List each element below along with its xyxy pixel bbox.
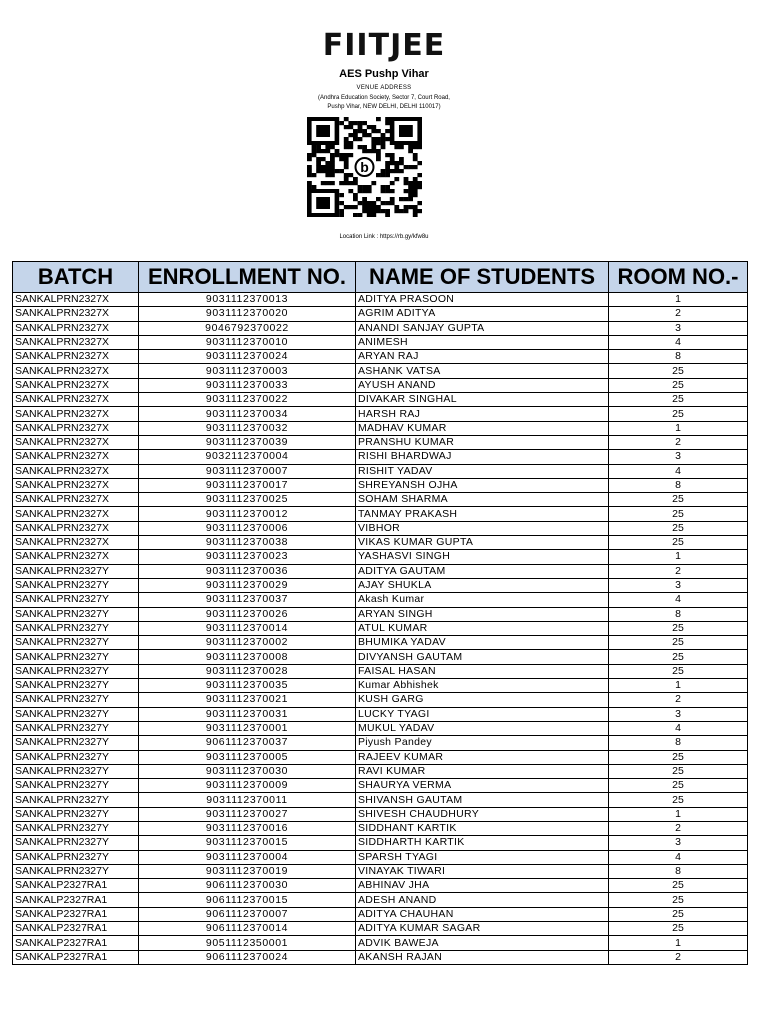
table-row [13, 536, 748, 550]
centre-name: AES Pushp Vihar [339, 68, 429, 80]
room-cell: 1 [609, 550, 748, 564]
table-row [13, 879, 748, 893]
address-line-2: Pushp Vihar, NEW DELHI, DELHI 110017) [327, 104, 441, 110]
batch-cell: SANKALPRN2327X [13, 321, 139, 335]
student-name-cell: SIDDHARTH KARTIK [356, 836, 609, 850]
batch-cell: SANKALPRN2327Y [13, 721, 139, 735]
table-row [13, 564, 748, 578]
enrollment-cell: 9031112370011 [139, 793, 356, 807]
room-cell: 25 [609, 636, 748, 650]
batch-cell: SANKALPRN2327Y [13, 693, 139, 707]
enrollment-cell: 9031112370023 [139, 550, 356, 564]
room-cell: 4 [609, 850, 748, 864]
enrollment-cell: 9051112350001 [139, 936, 356, 950]
table-row [13, 493, 748, 507]
room-cell: 8 [609, 607, 748, 621]
table-row [13, 450, 748, 464]
venue-label: VENUE ADDRESS [356, 85, 412, 91]
table-row [13, 593, 748, 607]
batch-cell: SANKALPRN2327Y [13, 621, 139, 635]
student-name-cell: SHIVESH CHAUDHURY [356, 807, 609, 821]
enrollment-cell: 9031112370026 [139, 607, 356, 621]
batch-cell: SANKALPRN2327Y [13, 836, 139, 850]
table-row [13, 750, 748, 764]
student-name-cell: Akash Kumar [356, 593, 609, 607]
student-name-cell: Piyush Pandey [356, 736, 609, 750]
room-cell: 3 [609, 578, 748, 592]
room-cell: 8 [609, 478, 748, 492]
table-row [13, 607, 748, 621]
enrollment-cell: 9031112370014 [139, 621, 356, 635]
batch-cell: SANKALPRN2327Y [13, 564, 139, 578]
batch-cell: SANKALPRN2327X [13, 464, 139, 478]
address-line-1: (Andhra Education Society, Sector 7, Court Road, [318, 95, 450, 101]
room-cell: 2 [609, 693, 748, 707]
student-name-cell: ADITYA PRASOON [356, 293, 609, 307]
table-row [13, 521, 748, 535]
col-header-room: ROOM NO.- [609, 262, 748, 293]
table-row [13, 407, 748, 421]
student-name-cell: ASHANK VATSA [356, 364, 609, 378]
table-row [13, 636, 748, 650]
enrollment-cell: 9031112370020 [139, 307, 356, 321]
enrollment-cell: 9031112370022 [139, 393, 356, 407]
enrollment-cell: 9031112370032 [139, 421, 356, 435]
enrollment-cell: 9031112370035 [139, 679, 356, 693]
enrollment-cell: 9031112370039 [139, 435, 356, 449]
batch-cell: SANKALPRN2327Y [13, 707, 139, 721]
student-name-cell: RAJEEV KUMAR [356, 750, 609, 764]
batch-cell: SANKALPRN2327X [13, 393, 139, 407]
room-cell: 25 [609, 907, 748, 921]
student-name-cell: SIDDHANT KARTIK [356, 821, 609, 835]
table-row [13, 421, 748, 435]
room-cell: 3 [609, 836, 748, 850]
enrollment-cell: 9031112370034 [139, 407, 356, 421]
batch-cell: SANKALP2327RA1 [13, 950, 139, 964]
room-cell: 2 [609, 435, 748, 449]
enrollment-cell: 9032112370004 [139, 450, 356, 464]
enrollment-cell: 9031112370021 [139, 693, 356, 707]
enrollment-cell: 9031112370010 [139, 335, 356, 349]
enrollment-cell: 9031112370031 [139, 707, 356, 721]
enrollment-cell: 9031112370002 [139, 636, 356, 650]
student-name-cell: TANMAY PRAKASH [356, 507, 609, 521]
table-row [13, 693, 748, 707]
room-cell: 8 [609, 736, 748, 750]
table-row [13, 707, 748, 721]
student-name-cell: YASHASVI SINGH [356, 550, 609, 564]
table-row [13, 650, 748, 664]
table-row [13, 779, 748, 793]
student-name-cell: ANANDI SANJAY GUPTA [356, 321, 609, 335]
batch-cell: SANKALPRN2327X [13, 407, 139, 421]
batch-cell: SANKALPRN2327Y [13, 807, 139, 821]
batch-cell: SANKALP2327RA1 [13, 922, 139, 936]
room-cell: 1 [609, 679, 748, 693]
student-name-cell: MADHAV KUMAR [356, 421, 609, 435]
room-cell: 4 [609, 721, 748, 735]
student-name-cell: SOHAM SHARMA [356, 493, 609, 507]
room-cell: 1 [609, 807, 748, 821]
room-cell: 25 [609, 764, 748, 778]
enrollment-cell: 9031112370006 [139, 521, 356, 535]
table-row [13, 621, 748, 635]
room-cell: 25 [609, 521, 748, 535]
student-name-cell: ADVIK BAWEJA [356, 936, 609, 950]
room-cell: 25 [609, 378, 748, 392]
room-cell: 2 [609, 821, 748, 835]
batch-cell: SANKALPRN2327X [13, 335, 139, 349]
enrollment-cell: 9061112370007 [139, 907, 356, 921]
venue-address [0, 94, 768, 112]
enrollment-cell: 9031112370004 [139, 850, 356, 864]
student-name-cell: VIKAS KUMAR GUPTA [356, 536, 609, 550]
table-row [13, 922, 748, 936]
room-cell: 1 [609, 936, 748, 950]
student-name-cell: FAISAL HASAN [356, 664, 609, 678]
batch-cell: SANKALPRN2327Y [13, 636, 139, 650]
enrollment-cell: 9061112370015 [139, 893, 356, 907]
student-name-cell: HARSH RAJ [356, 407, 609, 421]
table-row [13, 378, 748, 392]
batch-cell: SANKALPRN2327X [13, 478, 139, 492]
room-cell: 2 [609, 950, 748, 964]
room-cell: 4 [609, 593, 748, 607]
batch-cell: SANKALPRN2327X [13, 378, 139, 392]
qr-code-icon [307, 117, 422, 217]
batch-cell: SANKALPRN2327Y [13, 779, 139, 793]
table-row [13, 364, 748, 378]
col-header-batch: BATCH [13, 262, 139, 293]
batch-cell: SANKALPRN2327Y [13, 793, 139, 807]
table-row [13, 864, 748, 878]
batch-cell: SANKALPRN2327Y [13, 664, 139, 678]
room-cell: 25 [609, 507, 748, 521]
table-row [13, 950, 748, 964]
enrollment-cell: 9061112370030 [139, 879, 356, 893]
enrollment-cell: 9031112370030 [139, 764, 356, 778]
student-name-cell: ARYAN SINGH [356, 607, 609, 621]
batch-cell: SANKALPRN2327Y [13, 650, 139, 664]
table-row [13, 478, 748, 492]
batch-cell: SANKALPRN2327X [13, 307, 139, 321]
student-name-cell: DIVAKAR SINGHAL [356, 393, 609, 407]
student-name-cell: ADITYA KUMAR SAGAR [356, 922, 609, 936]
table-row [13, 464, 748, 478]
enrollment-cell: 9031112370005 [139, 750, 356, 764]
student-name-cell: VINAYAK TIWARI [356, 864, 609, 878]
batch-cell: SANKALPRN2327X [13, 493, 139, 507]
student-room-table [12, 261, 748, 965]
room-cell: 25 [609, 407, 748, 421]
batch-cell: SANKALPRN2327X [13, 536, 139, 550]
enrollment-cell: 9031112370024 [139, 350, 356, 364]
student-name-cell: ATUL KUMAR [356, 621, 609, 635]
room-cell: 8 [609, 350, 748, 364]
student-name-cell: KUSH GARG [356, 693, 609, 707]
enrollment-cell: 9031112370029 [139, 578, 356, 592]
table-row [13, 850, 748, 864]
batch-cell: SANKALPRN2327Y [13, 864, 139, 878]
student-name-cell: PRANSHU KUMAR [356, 435, 609, 449]
batch-cell: SANKALPRN2327X [13, 521, 139, 535]
batch-cell: SANKALP2327RA1 [13, 879, 139, 893]
batch-cell: SANKALP2327RA1 [13, 936, 139, 950]
enrollment-cell: 9031112370012 [139, 507, 356, 521]
batch-cell: SANKALPRN2327Y [13, 736, 139, 750]
student-name-cell: RISHIT YADAV [356, 464, 609, 478]
enrollment-cell: 9046792370022 [139, 321, 356, 335]
enrollment-cell: 9031112370037 [139, 593, 356, 607]
col-header-name: NAME OF STUDENTS [356, 262, 609, 293]
enrollment-cell: 9061112370024 [139, 950, 356, 964]
batch-cell: SANKALPRN2327Y [13, 750, 139, 764]
table-row [13, 550, 748, 564]
table-row [13, 321, 748, 335]
table-row [13, 393, 748, 407]
room-cell: 25 [609, 793, 748, 807]
batch-cell: SANKALPRN2327X [13, 350, 139, 364]
room-cell: 3 [609, 321, 748, 335]
table-row [13, 578, 748, 592]
room-cell: 3 [609, 450, 748, 464]
batch-cell: SANKALPRN2327Y [13, 593, 139, 607]
room-cell: 4 [609, 335, 748, 349]
student-name-cell: SHREYANSH OJHA [356, 478, 609, 492]
table-row [13, 679, 748, 693]
room-cell: 25 [609, 893, 748, 907]
enrollment-cell: 9061112370014 [139, 922, 356, 936]
enrollment-cell: 9031112370007 [139, 464, 356, 478]
batch-cell: SANKALPRN2327Y [13, 679, 139, 693]
student-name-cell: Kumar Abhishek [356, 679, 609, 693]
enrollment-cell: 9031112370009 [139, 779, 356, 793]
room-cell: 25 [609, 493, 748, 507]
student-name-cell: ANIMESH [356, 335, 609, 349]
batch-cell: SANKALP2327RA1 [13, 907, 139, 921]
batch-cell: SANKALPRN2327X [13, 435, 139, 449]
enrollment-cell: 9061112370037 [139, 736, 356, 750]
table-row [13, 350, 748, 364]
enrollment-cell: 9031112370028 [139, 664, 356, 678]
student-name-cell: ARYAN RAJ [356, 350, 609, 364]
table-row [13, 793, 748, 807]
svg-text:b: b [360, 159, 369, 175]
room-cell: 2 [609, 564, 748, 578]
room-cell: 8 [609, 864, 748, 878]
room-cell: 3 [609, 707, 748, 721]
enrollment-cell: 9031112370027 [139, 807, 356, 821]
student-name-cell: VIBHOR [356, 521, 609, 535]
student-name-cell: LUCKY TYAGI [356, 707, 609, 721]
student-name-cell: AGRIM ADITYA [356, 307, 609, 321]
room-cell: 25 [609, 536, 748, 550]
room-cell: 1 [609, 293, 748, 307]
enrollment-cell: 9031112370003 [139, 364, 356, 378]
enrollment-cell: 9031112370038 [139, 536, 356, 550]
room-cell: 25 [609, 650, 748, 664]
student-name-cell: AJAY SHUKLA [356, 578, 609, 592]
table-row [13, 507, 748, 521]
student-name-cell: SPARSH TYAGI [356, 850, 609, 864]
batch-cell: SANKALPRN2327Y [13, 607, 139, 621]
fiitjee-logo: FIITJEE [322, 28, 446, 63]
col-header-enrollment: ENROLLMENT NO. [139, 262, 356, 293]
enrollment-cell: 9031112370013 [139, 293, 356, 307]
room-cell: 4 [609, 464, 748, 478]
batch-cell: SANKALPRN2327X [13, 450, 139, 464]
table-row [13, 807, 748, 821]
room-cell: 25 [609, 750, 748, 764]
room-cell: 25 [609, 779, 748, 793]
table-row [13, 836, 748, 850]
room-cell: 2 [609, 307, 748, 321]
table-row [13, 435, 748, 449]
table-row [13, 664, 748, 678]
room-cell: 25 [609, 393, 748, 407]
enrollment-cell: 9031112370016 [139, 821, 356, 835]
batch-cell: SANKALPRN2327Y [13, 821, 139, 835]
room-cell: 25 [609, 664, 748, 678]
room-cell: 25 [609, 922, 748, 936]
student-name-cell: BHUMIKA YADAV [356, 636, 609, 650]
location-link: Location Link : https://rb.gy/kfw8u [339, 234, 429, 240]
batch-cell: SANKALPRN2327Y [13, 850, 139, 864]
enrollment-cell: 9031112370001 [139, 721, 356, 735]
student-name-cell: MUKUL YADAV [356, 721, 609, 735]
enrollment-cell: 9031112370008 [139, 650, 356, 664]
table-row [13, 736, 748, 750]
student-name-cell: SHAURYA VERMA [356, 779, 609, 793]
room-cell: 25 [609, 621, 748, 635]
student-name-cell: AYUSH ANAND [356, 378, 609, 392]
batch-cell: SANKALPRN2327X [13, 550, 139, 564]
table-row [13, 893, 748, 907]
batch-cell: SANKALPRN2327X [13, 421, 139, 435]
room-cell: 25 [609, 364, 748, 378]
enrollment-cell: 9031112370033 [139, 378, 356, 392]
batch-cell: SANKALP2327RA1 [13, 893, 139, 907]
student-name-cell: ADITYA GAUTAM [356, 564, 609, 578]
table-row [13, 936, 748, 950]
batch-cell: SANKALPRN2327X [13, 293, 139, 307]
room-cell: 25 [609, 879, 748, 893]
student-name-cell: ADITYA CHAUHAN [356, 907, 609, 921]
enrollment-cell: 9031112370019 [139, 864, 356, 878]
batch-cell: SANKALPRN2327Y [13, 764, 139, 778]
enrollment-cell: 9031112370036 [139, 564, 356, 578]
table-row [13, 307, 748, 321]
venue-header [0, 0, 768, 258]
student-name-cell: ABHINAV JHA [356, 879, 609, 893]
enrollment-cell: 9031112370015 [139, 836, 356, 850]
student-name-cell: AKANSH RAJAN [356, 950, 609, 964]
table-row [13, 293, 748, 307]
batch-cell: SANKALPRN2327Y [13, 578, 139, 592]
table-row [13, 907, 748, 921]
batch-cell: SANKALPRN2327X [13, 364, 139, 378]
table-row [13, 764, 748, 778]
student-name-cell: DIVYANSH GAUTAM [356, 650, 609, 664]
student-name-cell: ADESH ANAND [356, 893, 609, 907]
table-header-row [13, 262, 748, 293]
table-row [13, 721, 748, 735]
enrollment-cell: 9031112370017 [139, 478, 356, 492]
student-name-cell: SHIVANSH GAUTAM [356, 793, 609, 807]
batch-cell: SANKALPRN2327X [13, 507, 139, 521]
enrollment-cell: 9031112370025 [139, 493, 356, 507]
table-row [13, 335, 748, 349]
student-name-cell: RAVI KUMAR [356, 764, 609, 778]
table-row [13, 821, 748, 835]
room-cell: 1 [609, 421, 748, 435]
student-name-cell: RISHI BHARDWAJ [356, 450, 609, 464]
